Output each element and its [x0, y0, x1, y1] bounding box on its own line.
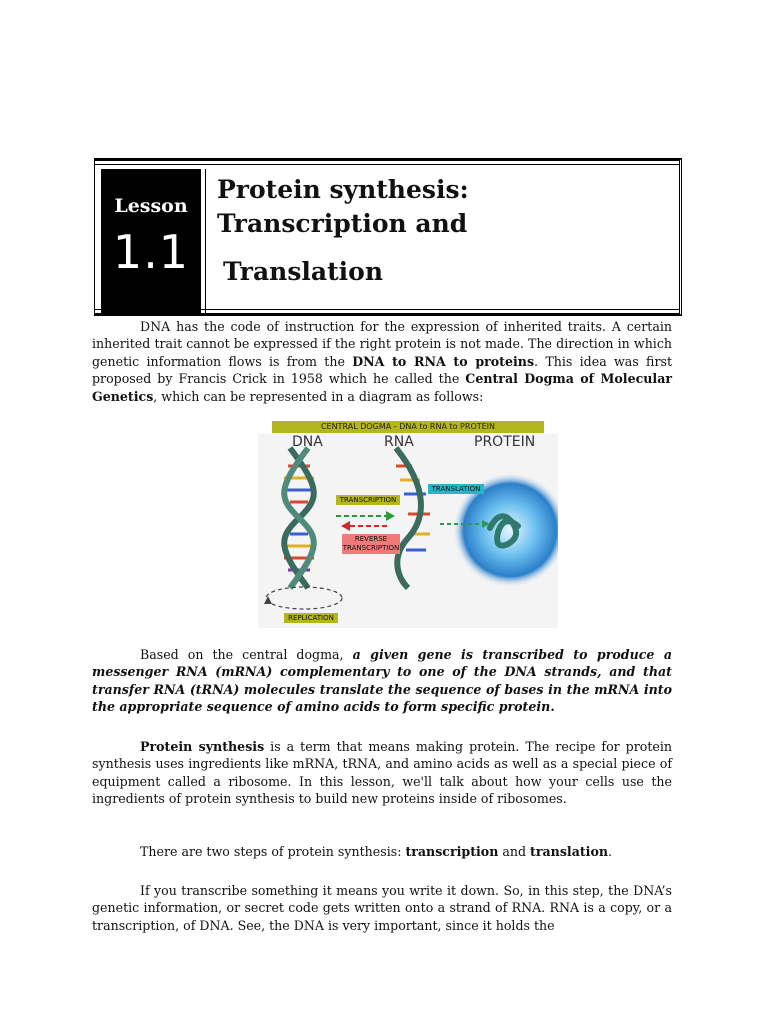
intro-bold-central-dogma: Central Dogma of Molecular Genetics: [92, 371, 672, 404]
two-steps-transcription: transcription: [405, 844, 499, 859]
intro-bold-flow: DNA to RNA to proteins: [352, 353, 535, 369]
two-steps-paragraph: [92, 843, 672, 860]
lesson-word: Lesson: [114, 195, 188, 217]
intro-text-2: . This idea was first proposed by Francis Crick in 1958 which he called the: [92, 353, 673, 387]
two-steps-translation: translation: [530, 844, 609, 859]
transcribe-text: If you transcribe something it means you write it down. So, in this step, the DNA’s genetic information, or secret code gets written onto a strand of RNA. RNA is a copy, or a transcription, of DNA. See, the DNA is very important, since it holds the: [92, 883, 672, 933]
lesson-title-line1: Protein synthesis:: [217, 175, 469, 204]
translation-tag: TRANSLATION: [431, 485, 481, 493]
lesson-number: 1.1: [112, 225, 190, 279]
central-dogma-paragraph: [92, 646, 672, 716]
transcription-tag: TRANSCRIPTION: [339, 496, 397, 504]
intro-text-1: DNA has the code of instruction for the expression of inherited traits. A certain inherited trait cannot be expressed if the right protein is not made. The direction in which genetic information flows is from the: [92, 319, 672, 369]
header-divider: [205, 169, 206, 313]
lesson-title-line2: Transcription and: [217, 209, 468, 238]
dogma-text: Based on the central dogma,: [140, 647, 353, 662]
diagram-banner: CENTRAL DOGMA - DNA to RNA to PROTEIN: [272, 421, 544, 433]
protein-synthesis-term: Protein synthesis: [140, 739, 265, 754]
lesson-title-line3: Translation: [223, 257, 383, 286]
dogma-emphasis: a given gene is transcribed to produce a messenger RNA (mRNA) complementary to one of the DNA strands, and that transfer RNA (tRNA) molecules translate the sequence of bases in the mRNA into the appropriate sequence of amino acids to form specific protein.: [92, 647, 672, 715]
reverse-tag-line2: TRANSCRIPTION: [342, 544, 400, 552]
intro-paragraph: [92, 318, 672, 405]
two-steps-text-3: .: [608, 844, 613, 859]
lesson-badge: [101, 169, 201, 313]
two-steps-text-2: and: [498, 844, 531, 859]
central-dogma-diagram: [258, 418, 558, 628]
rna-label: RNA: [384, 434, 414, 450]
lesson-header: [94, 158, 682, 316]
replication-tag: REPLICATION: [288, 614, 334, 622]
intro-text-3: , which can be represented in a diagram as follows:: [153, 388, 484, 404]
protein-synthesis-text: is a term that means making protein. The recipe for protein synthesis uses ingredients like mRNA, tRNA, and amino acids as well as a special piece of equipment called a ribosome. In this lesson, we'll talk about how your cells use the ingredients of protein synthesis to build new proteins inside of ribosomes.: [92, 739, 672, 807]
transcribe-paragraph: [92, 882, 672, 934]
two-steps-text-1: There are two steps of protein synthesis:: [140, 844, 406, 859]
protein-synthesis-paragraph: [92, 738, 672, 808]
reverse-tag-line1: REVERSE: [354, 535, 388, 543]
dna-label: DNA: [292, 434, 323, 450]
protein-label: PROTEIN: [474, 434, 536, 450]
